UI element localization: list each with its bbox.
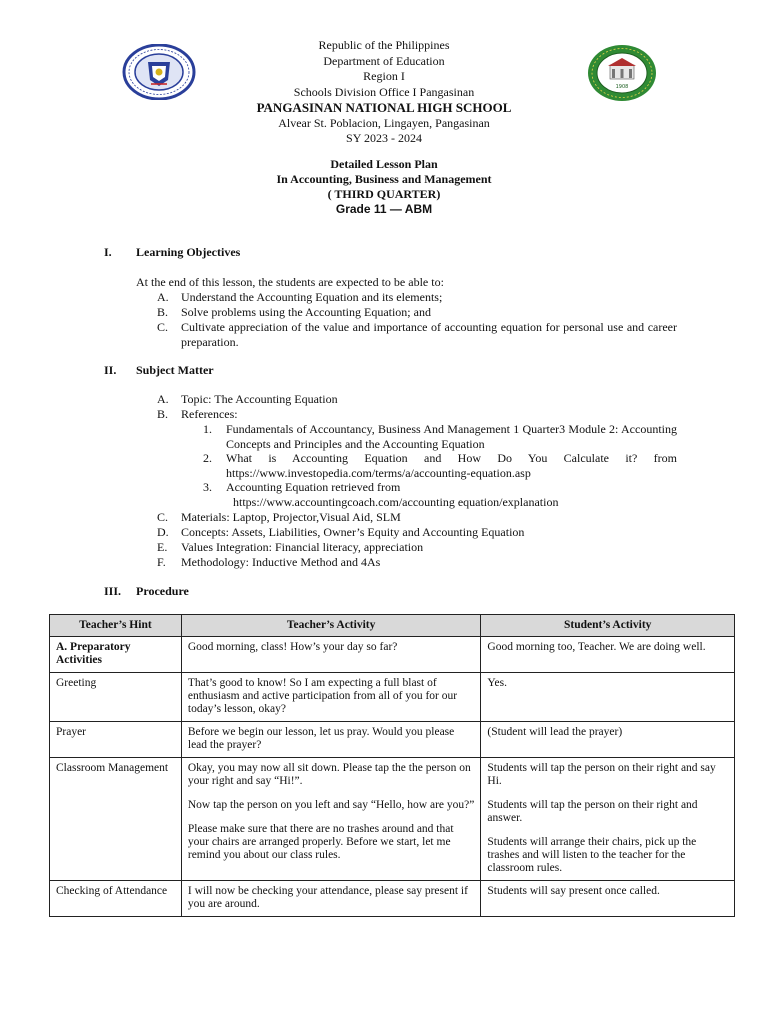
header-address: Alvear St. Poblacion, Lingayen, Pangasinan (278, 115, 490, 130)
objectives-intro: At the end of this lesson, the students are expected to be able to: (136, 275, 444, 289)
section-number: III. (104, 584, 122, 598)
header-school-name: PANGASINAN NATIONAL HIGH SCHOOL (256, 100, 512, 115)
header-region: Region I (363, 69, 405, 83)
cell-teacher-activity: That’s good to know! So I am expecting a full blast of enthusiasm and active participation from all of you for our today’s lesson, okay? (181, 673, 481, 722)
teacher-line: Please make sure that there are no trashes around and that your chairs are arranged properly. Before we start, let me remind you about our class rules. (187, 823, 454, 861)
table-row (50, 758, 735, 881)
cell-student-activity: Good morning too, Teacher. We are doing well. (481, 637, 735, 673)
reference-url: https://www.accountingcoach.com/accounting equation/explanation (233, 495, 559, 509)
cell-student-activity: (Student will lead the prayer) (481, 722, 735, 758)
lesson-plan-page: 1908 Republic of the Philippines Department of Education Region I Schools Division Office I Pangasinan PANGASINAN NATIONAL HIGH SCHOOL Alvear St. Poblacion, Lingayen, Pangasinan SY 2023 - 2024 Detailed Lesson Plan In Accounting, Business and Management ( THIRD QUARTER) Grade 11 — ABM I. Learning Objectives At the end of this lesson, the students are expected to be able to: A. Understand the Accounting Equation and its elements; B. Solve problems using the Accounting Equation; and C. Cultivate appreciation of the value and importance of accounting equation for personal use and career preparation. II. Subject Matter A. Topic: The Accounting Equation B. References: 1. Fundamentals of Accountancy, Business And Management 1 Quarter3 Module 2: Accounting Concepts and Principles and the Accounting Equation 2. What is Accounting Equation and How Do You Calculate it? from https://www.investopedia.com/terms/a/accounting-equation.asp 3. Accounting Equation retrieved from https://www.accountingcoach.com/accounting equation/explanation C. Materials: Laptop, Projector,Visual Aid, SLM D. Concepts: Assets, Liabilities, Owner’s Equity and Accounting Equation E. Values Integration: Financial literacy, appreciation F. Methodology: Inductive Method and 4As III. Procedure Teacher’s Hint Teacher’s Activity Student’s Activity A. Preparatory Activities Good morning, class! How’s your day so far? Good morning too, Teacher. We are doing well. Greeting That’s good to know! So I am expecting a full blast of enthusiasm and active participation from all of you for our today’s lesson, okay? Yes. Prayer Before we begin our lesson, let us pray. Would you please lead the prayer? (Student will lead the prayer) Classroom Management Okay, you may now all sit down. Please tap the the person on your right and say “Hi!”. Now tap the person on you left and say “Hello, how are you?” Please make sure that there are no trashes around and that your chairs are arranged properly. Before we start, let me remind you about our class rules. Students will tap the person on their right and say Hi. Students will tap the person on their right and answer. Students will arrange their chairs, pick up the trashes and will listen to the teacher for the classroom rules. Checking of Attendance I will now be checking your attendance, please say present if you are around. Students will say present once called. (0, 0, 768, 1024)
document-header (0, 38, 768, 147)
student-line: Students will tap the person on their right and answer. (487, 799, 698, 824)
cell-hint: A. Preparatory Activities (50, 637, 182, 673)
teacher-line: Now tap the person on you left and say “Hello, how are you?” (187, 799, 475, 811)
header-division: Schools Division Office I Pangasinan (293, 84, 475, 99)
title-grade: Grade 11 — ABM (335, 202, 433, 216)
document-title (0, 157, 768, 217)
seal-year: 1908 (615, 84, 629, 90)
header-republic: Republic of the Philippines (318, 38, 450, 52)
title-dlp: Detailed Lesson Plan (330, 157, 438, 171)
title-quarter: ( THIRD QUARTER) (327, 187, 441, 201)
student-line: Students will arrange their chairs, pick up the trashes and will listen to the teacher for the classroom rules. (487, 836, 697, 874)
cell-student-activity: Students will say present once called. (481, 881, 735, 917)
cell-hint: Prayer (50, 722, 182, 758)
cell-student-activity (481, 758, 735, 881)
procedure-table (49, 614, 735, 917)
cell-teacher-activity (181, 758, 481, 881)
cell-student-activity: Yes. (481, 673, 735, 722)
cell-hint: Checking of Attendance (50, 881, 182, 917)
section-number: II. (104, 363, 117, 377)
header-department: Department of Education (323, 53, 445, 68)
section-number: I. (104, 245, 112, 259)
table-row (50, 637, 735, 673)
cell-hint: Greeting (50, 673, 182, 722)
cell-teacher-activity: Before we begin our lesson, let us pray. Would you please lead the prayer? (181, 722, 481, 758)
table-row (50, 722, 735, 758)
teacher-line: Okay, you may now all sit down. Please tap the the person on your right and say “Hi!”. (187, 762, 471, 787)
cell-teacher-activity: Good morning, class! How’s your day so far? (181, 637, 481, 673)
section-title: Learning Objectives (136, 245, 241, 259)
table-header-row (50, 615, 735, 637)
cell-hint: Classroom Management (50, 758, 182, 881)
section-title: Subject Matter (136, 363, 214, 377)
table-row (50, 673, 735, 722)
table-row (50, 881, 735, 917)
column-header: Student’s Activity (481, 615, 735, 637)
cell-teacher-activity: I will now be checking your attendance, please say present if you are around. (181, 881, 481, 917)
column-header: Teacher’s Hint (50, 615, 182, 637)
column-header: Teacher’s Activity (181, 615, 481, 637)
student-line: Students will tap the person on their right and say Hi. (487, 762, 716, 787)
header-school-year: SY 2023 - 2024 (346, 131, 422, 145)
title-subject: In Accounting, Business and Management (276, 172, 492, 186)
section-title: Procedure (136, 584, 189, 598)
